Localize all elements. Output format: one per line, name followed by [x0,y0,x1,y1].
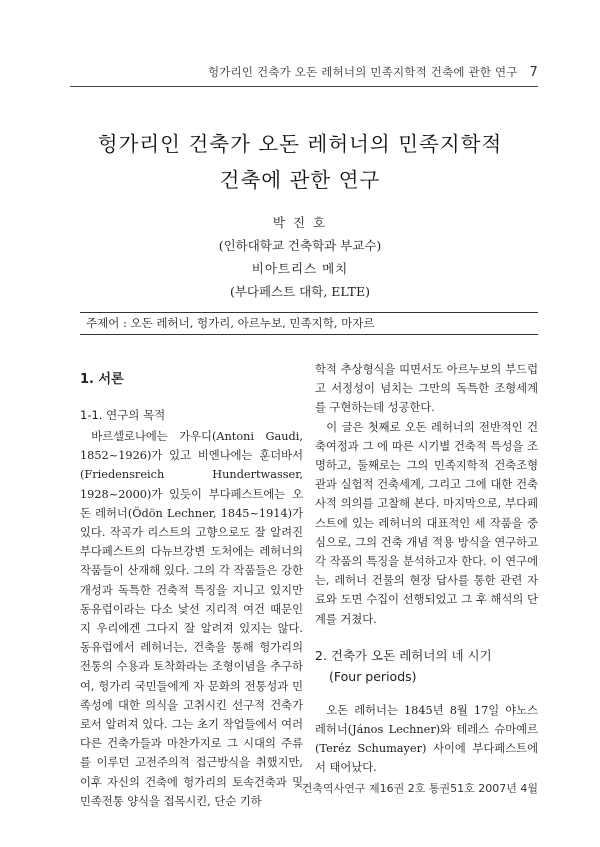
paper-title [60,126,540,198]
author-block [60,211,540,303]
journal-footer: 건축역사연구 제16권 2호 통권51호 2007년 4월 [301,782,538,795]
section-1-heading: 1. 서론 [80,372,124,387]
left-column [80,360,303,811]
body-paragraph: 바르셀로나에는 가우디(Antoni Gaudi, 1852~1926)가 있고 비엔나에는 훈더바서(Friedensreich Hundertwasser, 1928~2000)가 있듯이 부다페스트에는 오돈 레허너(Ödön Lechner, 1845~1914)가 있다. 작곡가 리스트의 고향으로도 잘 알려진 부다페스트의 다뉴브강변 도처에는 레허너의 작품들이 산재해 있다. 그의 각 작품들은 강한 개성과 독특한 건축적 특징을 지니고 있지만 동유럽이라는 다소 낯선 지리적 여건 때문인지 우리에겐 그다지 잘 알려져 있지는 않다. 동유럽에서 레허너는, 건축을 통해 헝가리의 전통의 수용과 토착화라는 조형이념을 추구하여, 헝가리 국민들에게 자 문화의 전통성과 민족성에 대한 의식을 고취시킨 선구적 건축가로서 알려져 있다. 그는 초기 작업들에서 여러 다른 건축가들과 마찬가지로 그 시대의 주류를 이루던 고전주의적 접근방식을 취했지만, 이후 자신의 건축에 헝가리의 토속건축과 및 민족전통 양식을 접목시킨, 단순 기하 [80,430,303,808]
body-paragraph-continued: 학적 추상형식을 띠면서도 아르누보의 부드럽고 서정성이 넘치는 그만의 독특한 조형세계를 구현하는데 성공한다. [315,363,538,415]
section-2-heading [315,645,538,687]
running-title: 헝가리인 건축가 오돈 레허너의 민족지학적 건축에 관한 연구 [207,65,518,79]
author-1-affiliation: (인하대학교 건축학과 부교수) [218,238,382,253]
right-column [315,360,538,778]
keywords: 주제어 : 오돈 레허너, 헝가리, 아르누보, 민족지학, 마자르 [80,312,538,335]
author-2-affiliation: (부다페스트 대학, ELTE) [229,284,371,299]
running-header [70,64,538,80]
author-1-name: 박 진 호 [272,215,328,230]
subsection-1-1-heading: 1-1. 연구의 목적 [80,408,166,422]
title-line-1: 헝가리인 건축가 오돈 레허너의 민족지학적 [97,132,503,156]
title-line-2: 건축에 관한 연구 [219,168,381,192]
body-paragraph: 이 글은 첫째로 오돈 레허너의 전반적인 건축여정과 그 에 따른 시기별 건축적 특성을 조명하고, 둘째로는 그의 민족지학적 건축조형관과 실험적 건축세계, 그리고 그에 대한 건축사적 의의를 고찰해 본다. 마지막으로, 부다페스트에 있는 레허너의 대표적인 세 작품을 중심으로, 그의 건축 개념 적용 방식을 연구하고 각 작품의 특징을 분석하고자 한다. 이 연구에는, 레허너 건물의 현장 답사를 통한 관련 자료와 도면 수집이 선행되었고 그 후 해석의 단계를 거쳤다. [315,420,538,626]
page-number: 7 [529,65,538,80]
author-2-name: 비아트리스 메치 [251,261,349,276]
section-2-heading-ko: 2. 건축가 오돈 레허너의 네 시기 [315,647,492,663]
header-rule [70,86,538,87]
section-2-heading-en: (Four periods) [329,668,417,684]
body-paragraph: 오돈 레허너는 1845년 8월 17일 야노스 레허너(János Lechner)와 테레스 슈마예르(Teréz Schumayer) 사이에 부다페스트에서 태어났다. [315,703,538,775]
